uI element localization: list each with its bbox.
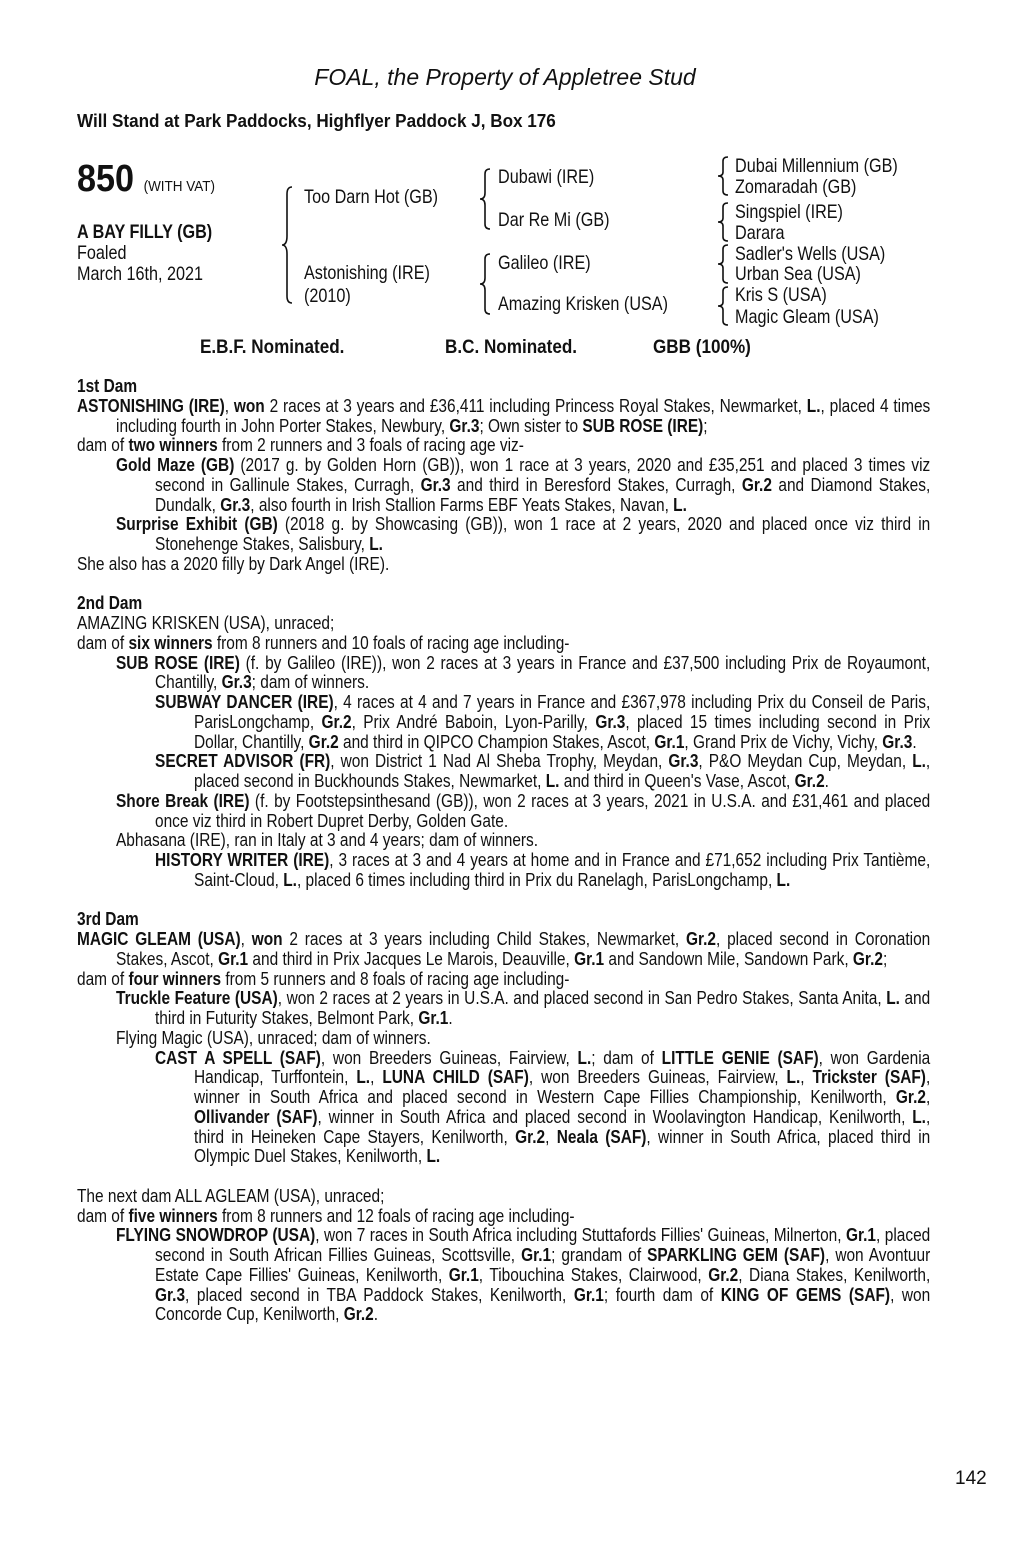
bold-text: Gr.1 xyxy=(521,1244,552,1265)
entry-text: , xyxy=(800,1066,813,1088)
produce-entry xyxy=(77,1225,930,1324)
bold-text: L. xyxy=(577,1046,592,1068)
entry-text: and Sandown Mile, Sandown Park, xyxy=(604,947,853,969)
pedigree-brace-ds xyxy=(716,244,732,284)
entry-text: , won Avontuur Estate Cape Fillies' Guineas, Kenilworth, xyxy=(155,1244,931,1285)
bold-text: L. xyxy=(369,533,383,554)
entry-text: , won Concorde Cup, Kenilworth, xyxy=(155,1283,931,1325)
entry-text: , P&O Meydan Cup, Meydan, xyxy=(698,750,913,772)
produce-entry xyxy=(77,514,930,554)
dam-section xyxy=(77,593,930,889)
entry-text: ; grandam of xyxy=(551,1244,648,1265)
bold-text: Gr.3 xyxy=(420,473,451,495)
bold-text: CAST A SPELL (SAF) xyxy=(155,1046,321,1068)
entry-text: dam of xyxy=(77,631,129,653)
pedigree-dsd-text: Urban Sea (USA) xyxy=(735,263,861,285)
pedigree-sire-text: Too Darn Hot (GB) xyxy=(304,186,439,208)
horse-name xyxy=(77,221,240,244)
bold-text: LUNA CHILD (SAF) xyxy=(382,1066,529,1088)
produce-entry xyxy=(77,1206,930,1226)
gbb-rating xyxy=(653,337,762,359)
produce-entry xyxy=(77,455,930,514)
bold-text: Gr.3 xyxy=(668,750,699,772)
entry-text: , placed second in Buckhounds Stakes, Newmarket, xyxy=(194,750,931,791)
pedigree-ds-text: Galileo (IRE) xyxy=(498,252,591,274)
entry-text: ; Own sister to xyxy=(479,414,583,436)
entry-text: , won 2 races at 2 years in U.S.A. and placed second in San Pedro Stakes, Santa Anita, xyxy=(277,987,887,1009)
bold-text: Gr.1 xyxy=(218,947,249,969)
entry-text: ; dam of xyxy=(591,1046,662,1068)
pedigree-sd-text: Dar Re Mi (GB) xyxy=(498,209,610,231)
entry-text: , won Breeders Guineas, Fairview, xyxy=(528,1066,787,1088)
entry-text: , won District 1 Nad Al Sheba Trophy, Meydan, xyxy=(330,750,669,772)
produce-entry xyxy=(77,396,930,436)
entry-text: from 8 runners and 10 foals of racing age including- xyxy=(212,631,570,653)
bold-text: Surprise Exhibit (GB) xyxy=(116,513,278,535)
bold-text: Gr.1 xyxy=(574,947,605,969)
bold-text: Gr.2 xyxy=(343,1303,374,1325)
entry-text: , winner in South Africa and placed second in Western Cape Fillies Championship, Kenilworth, xyxy=(194,1066,931,1107)
section-heading: 3rd Dam xyxy=(77,908,139,930)
produce-entry xyxy=(77,692,930,751)
pedigree-dsd xyxy=(735,263,887,286)
entry-text: dam of xyxy=(77,434,129,456)
produce-entry xyxy=(77,1048,930,1167)
pedigree-dam-text: Astonishing (IRE) xyxy=(304,262,430,284)
pedigree-brace-main xyxy=(280,186,296,304)
entry-text: , won Breeders Guineas, Fairview, xyxy=(320,1046,578,1068)
bold-text: L. xyxy=(283,868,297,890)
bold-text: five winners xyxy=(128,1204,218,1226)
bc-nomination-text: B.C. Nominated. xyxy=(445,337,578,358)
bold-text: Ollivander (SAF) xyxy=(194,1105,318,1127)
bold-text: Gr.3 xyxy=(882,730,913,752)
entry-text: , xyxy=(545,1125,557,1147)
bold-text: won xyxy=(251,928,283,949)
section-heading: 2nd Dam xyxy=(77,592,143,614)
stand-location-text: Will Stand at Park Paddocks, Highflyer Paddock J, Box 176 xyxy=(77,111,556,131)
bold-text: Gr.2 xyxy=(708,1263,739,1285)
entry-text: AMAZING KRISKEN (USA), unraced; xyxy=(77,612,335,633)
bold-text: HISTORY WRITER (IRE) xyxy=(155,849,330,870)
entry-text: dam of xyxy=(77,967,129,989)
dam-section xyxy=(77,909,930,1166)
bold-text: L. xyxy=(426,1145,441,1167)
bold-text: L. xyxy=(886,987,900,1009)
bold-text: Gold Maze (GB) xyxy=(116,454,235,475)
pedigree-dam-year-text: (2010) xyxy=(304,285,351,307)
bold-text: L. xyxy=(776,868,791,890)
pedigree-dam-year xyxy=(304,285,360,308)
stand-location xyxy=(77,111,581,132)
entry-text: . xyxy=(373,1303,379,1325)
lot-number xyxy=(77,158,230,201)
bold-text: Gr.1 xyxy=(418,1007,449,1028)
pedigree-ss-text: Dubawi (IRE) xyxy=(498,166,595,188)
bold-text: SUB ROSE (IRE) xyxy=(582,414,704,436)
entry-text: , also fourth in Irish Stallion Farms EBF Yeats Stakes, Navan, xyxy=(250,493,674,515)
entry-text: and third in Queen's Vase, Ascot, xyxy=(559,770,795,791)
pedigree-dam xyxy=(304,262,456,285)
entry-text: , winner in South Africa and placed second in Woolavington Handicap, Kenilworth, xyxy=(317,1105,913,1127)
bc-nomination xyxy=(445,337,592,359)
bold-text: Gr.2 xyxy=(895,1086,926,1107)
bold-text: two winners xyxy=(128,434,218,456)
entry-text: and third in Prix Jacques Le Marois, Deauville, xyxy=(248,947,575,969)
entry-text: The next dam ALL AGLEAM (USA), unraced; xyxy=(77,1184,385,1206)
foaled-label xyxy=(77,242,137,265)
pedigree-brace-ss xyxy=(716,156,732,196)
pedigree-dam-dam xyxy=(498,293,703,316)
pedigree-dss-text: Sadler's Wells (USA) xyxy=(735,243,886,265)
bold-text: SECRET ADVISOR (FR) xyxy=(155,750,331,772)
bold-text: Gr.3 xyxy=(449,414,480,436)
entry-text: (f. by Galileo (IRE)), won 2 races at 3 years in France and £37,500 including Prix de Royaumont, Chantilly, xyxy=(155,651,931,693)
bold-text: Gr.3 xyxy=(155,1283,186,1305)
bold-text: LITTLE GENIE (SAF) xyxy=(661,1046,819,1068)
bold-text: Trickster (SAF) xyxy=(812,1066,926,1088)
pedigree-ssd xyxy=(735,176,881,199)
gbb-rating-text: GBB (100%) xyxy=(653,337,751,358)
catalogue-title: FOAL, the Property of Appletree Stud xyxy=(314,64,696,90)
foaled-date-text: March 16th, 2021 xyxy=(77,263,203,285)
produce-entry xyxy=(77,633,930,653)
bold-text: L. xyxy=(912,750,926,772)
bold-text: FLYING SNOWDROP (USA) xyxy=(116,1224,316,1246)
bold-text: four winners xyxy=(128,967,222,989)
entry-text: 2 races at 3 years and £36,411 including Princess Royal Stakes, Newmarket, xyxy=(264,394,807,416)
bold-text: Gr.2 xyxy=(794,770,825,791)
dam-section xyxy=(77,376,930,574)
entry-text: Flying Magic (USA), unraced; dam of winners. xyxy=(116,1026,431,1048)
bold-text: Gr.2 xyxy=(515,1125,546,1147)
bold-text: Gr.2 xyxy=(741,473,772,495)
pedigree-brace-sire xyxy=(478,168,494,230)
pedigree-sire-sire xyxy=(498,166,614,189)
bold-text: KING OF GEMS (SAF) xyxy=(720,1283,891,1305)
entry-text: , placed 4 times including fourth in John Porter Stakes, Newbury, xyxy=(116,394,931,436)
entry-text: , placed second in TBA Paddock Stakes, Kenilworth, xyxy=(185,1283,574,1305)
produce-entry xyxy=(77,751,930,791)
bold-text: SUB ROSE (IRE) xyxy=(116,651,240,673)
entry-text: , placed second in Coronation Stakes, Ascot, xyxy=(116,928,931,969)
bold-text: Gr.2 xyxy=(685,928,716,949)
page-number: 142 xyxy=(955,1468,987,1489)
entry-text: ; fourth dam of xyxy=(603,1283,721,1305)
bold-text: Gr.1 xyxy=(448,1263,479,1285)
bold-text: Gr.1 xyxy=(654,730,685,752)
produce-entry xyxy=(77,1028,930,1048)
pedigree-brace-dd xyxy=(716,286,732,326)
bold-text: six winners xyxy=(128,631,213,653)
entry-text: , won Gardenia Handicap, Turffontein, xyxy=(194,1046,931,1088)
bold-text: L. xyxy=(673,493,687,515)
entry-text: , Tibouchina Stakes, Clairwood, xyxy=(478,1263,709,1285)
bold-text: Gr.2 xyxy=(321,710,352,732)
entry-text: ; dam of winners. xyxy=(251,671,370,693)
produce-entry xyxy=(77,850,930,890)
entry-text: , placed second in South African Fillies Guineas, Scottsville, xyxy=(155,1224,931,1265)
foaled-label-text: Foaled xyxy=(77,242,127,264)
pedigree-sire xyxy=(304,186,465,209)
bold-text: Gr.2 xyxy=(852,947,883,969)
horse-name-text: A BAY FILLY (GB) xyxy=(77,221,213,243)
entry-text: (2017 g. by Golden Horn (GB)), won 1 race at 3 years, 2020 and £35,251 and placed 3 times viz second in Gallinule Stakes, Curragh, xyxy=(155,454,931,495)
pedigree-ssd-text: Zomaradah (GB) xyxy=(735,176,857,198)
produce-entry xyxy=(77,791,930,831)
entry-text: , xyxy=(370,1066,383,1088)
entry-text: , xyxy=(925,1086,931,1107)
bold-text: L. xyxy=(806,394,821,416)
entry-text: ; xyxy=(703,414,708,436)
entry-text: dam of xyxy=(77,1204,129,1226)
bold-text: Gr.1 xyxy=(845,1224,877,1246)
entry-text: (2018 g. by Showcasing (GB)), won 1 race at 2 years, 2020 and placed once viz third in Stonehenge Stakes, Salisbury, xyxy=(155,513,931,554)
entry-text: She also has a 2020 filly by Dark Angel (IRE). xyxy=(77,552,390,574)
entry-text: , xyxy=(240,928,252,949)
section-heading: 1st Dam xyxy=(77,375,138,396)
produce-entry xyxy=(77,929,930,969)
pedigree-sdd xyxy=(735,222,795,245)
pedigree-sire-dam xyxy=(498,209,632,232)
produce-entry xyxy=(77,435,930,455)
foaled-date xyxy=(77,263,229,286)
pedigree-sss xyxy=(735,155,931,178)
dam-section xyxy=(77,1186,930,1324)
bold-text: ASTONISHING (IRE) xyxy=(77,394,225,416)
pedigree-sds-text: Singspiel (IRE) xyxy=(735,201,843,223)
produce-entry xyxy=(77,969,930,989)
entry-text: . xyxy=(912,730,917,752)
bold-text: L. xyxy=(912,1105,926,1127)
bold-text: L. xyxy=(786,1066,801,1088)
entry-text: , Diana Stakes, Kenilworth, xyxy=(738,1263,931,1285)
entry-text: ; xyxy=(882,947,888,969)
pedigree-brace-sd xyxy=(716,202,732,242)
bold-text: Gr.2 xyxy=(308,730,339,752)
entry-text: , third in Heineken Cape Stayers, Kenilworth, xyxy=(194,1105,931,1147)
lot-number-value: 850 xyxy=(77,158,135,200)
bold-text: Gr.3 xyxy=(220,493,251,515)
bold-text: Gr.1 xyxy=(573,1283,604,1305)
produce-record xyxy=(77,376,930,1344)
produce-entry xyxy=(77,988,930,1028)
pedigree-dds xyxy=(735,284,846,307)
bold-text: Shore Break (IRE) xyxy=(116,789,250,811)
pedigree-sdd-text: Darara xyxy=(735,222,785,244)
entry-text: (f. by Footstepsinthesand (GB)), won 2 races at 3 years, 2021 in U.S.A. and £31,461 and placed once viz third in Robert Dupret Derby, Golden Gate. xyxy=(155,789,931,831)
entry-text: , 3 races at 3 and 4 years at home and in France and £71,652 including Prix Tantième, Saint-Cloud, xyxy=(194,849,931,890)
produce-entry xyxy=(77,613,930,633)
entry-text: from 8 runners and 12 foals of racing age including- xyxy=(217,1204,575,1226)
entry-text: and third in QIPCO Champion Stakes, Ascot, xyxy=(338,730,655,752)
entry-text: from 5 runners and 8 foals of racing age including- xyxy=(221,967,570,989)
bold-text: Gr.3 xyxy=(595,710,626,732)
entry-text: . xyxy=(448,1007,453,1028)
pedigree-sds xyxy=(735,201,865,224)
entry-text: . xyxy=(824,770,829,791)
entry-text: , Prix André Baboin, Lyon-Parilly, xyxy=(351,710,596,732)
produce-entry xyxy=(77,653,930,693)
pedigree-dam-sire xyxy=(498,252,610,275)
bold-text: won xyxy=(233,394,265,416)
entry-text: , won 7 races in South Africa including Stuttafords Fillies' Guineas, Milnerton, xyxy=(315,1224,846,1246)
bold-text: Gr.3 xyxy=(221,671,252,693)
vat-note: (WITH VAT) xyxy=(143,178,216,195)
entry-text: and Diamond Stakes, Dundalk, xyxy=(155,473,931,515)
entry-text: 2 races at 3 years including Child Stakes, Newmarket, xyxy=(282,928,686,949)
bold-text: L. xyxy=(356,1066,371,1088)
pedigree-dd-text: Amazing Krisken (USA) xyxy=(498,293,668,315)
bold-text: SPARKLING GEM (SAF) xyxy=(647,1244,826,1265)
produce-entry xyxy=(77,830,930,850)
entry-text: , xyxy=(224,394,234,416)
produce-entry xyxy=(77,554,930,574)
pedigree-ddd xyxy=(735,306,908,329)
entry-text: and third in Beresford Stakes, Curragh, xyxy=(450,473,742,495)
bold-text: Truckle Feature (USA) xyxy=(116,987,278,1009)
pedigree-dds-text: Kris S (USA) xyxy=(735,284,827,306)
entry-text: from 2 runners and 3 foals of racing age viz- xyxy=(217,434,524,456)
entry-text: , winner in South Africa, placed third in Olympic Duel Stakes, Kenilworth, xyxy=(194,1125,931,1167)
entry-text: and third in Futurity Stakes, Belmont Park, xyxy=(155,987,931,1028)
pedigree-sss-text: Dubai Millennium (GB) xyxy=(735,155,898,177)
entry-text: , 4 races at 4 and 7 years in France and £367,978 including Prix du Conseil de Paris, ParisLongchamp, xyxy=(194,691,931,732)
bold-text: SUBWAY DANCER (IRE) xyxy=(155,691,334,712)
entry-text: , placed 6 times including third in Prix du Ranelagh, ParisLongchamp, xyxy=(296,868,777,890)
entry-text: , Grand Prix de Vichy, Vichy, xyxy=(684,730,883,752)
bold-text: Neala (SAF) xyxy=(556,1125,647,1147)
ebf-nomination xyxy=(200,337,360,359)
bold-text: MAGIC GLEAM (USA) xyxy=(77,928,241,949)
produce-entry xyxy=(77,1186,930,1206)
bold-text: L. xyxy=(545,770,560,791)
entry-text: Abhasana (IRE), ran in Italy at 3 and 4 years; dam of winners. xyxy=(116,829,539,851)
ebf-nomination-text: E.B.F. Nominated. xyxy=(200,337,345,358)
entry-text: , placed 15 times including second in Prix Dollar, Chantilly, xyxy=(194,710,931,752)
pedigree-brace-dam xyxy=(478,253,494,315)
pedigree-ddd-text: Magic Gleam (USA) xyxy=(735,306,879,328)
